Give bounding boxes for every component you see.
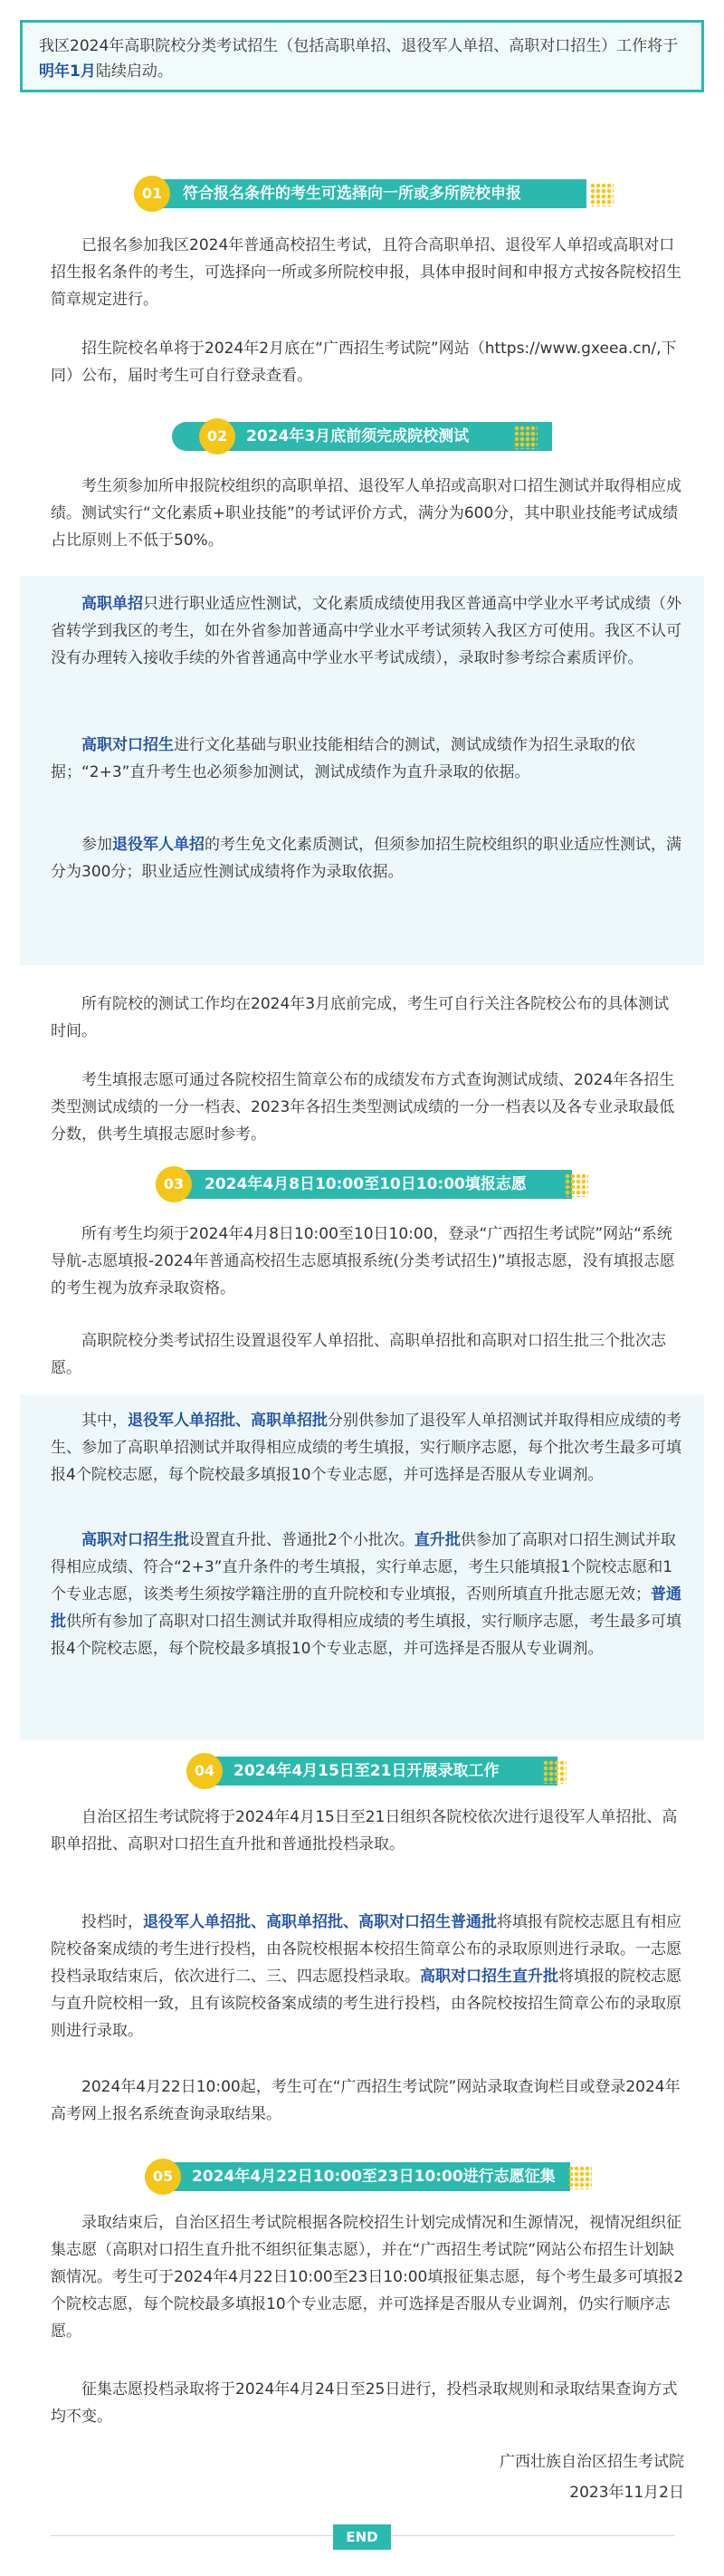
paragraph: 录取结束后，自治区招生考试院根据各院校招生计划完成情况和生源情况，视情况组织征集志愿（高职对口招生直升批不组织征集志愿），并在“广西招生考试院”网站公布招生计划缺额情况。考生可于2024年4月22日10:00至23日10:00填报征集志愿，每个考生最多可填报2个院校志愿，每个院校最多填报10个专业志愿，并可选择是否服从专业调剂，仍实行顺序志愿。 [51,2214,684,2341]
box-text: 进行文化基础与职业技能相结合的测试，测试成绩作为招生录取的依据；“2+3”直升考生也必须参加测试，测试成绩作为直升录取的依据。 [51,736,635,781]
paragraph-text: 将填报有院校志愿且有相应院校备案成绩的考生进行投档，由各院校根据本校招生简章公布的录取原则进行录取。一志愿投档录取结束后，依次进行二、三、四志愿投档录取。 [51,1913,681,1986]
box-text: 的考生免文化素质测试，但须参加招生院校组织的职业适应性测试，满分为300分；职业适应性测试成绩将作为录取依据。 [51,836,681,881]
emphasis-term: 普通批 [51,1585,681,1631]
section-header-04 [0,1751,724,1791]
intro-text: 我区2024年高职院校分类考试招生（包括高职单招、退役军人单招、高职对口招生）工作将于 [39,37,679,55]
emphasis-term: 退役军人单招批、高职单招批、高职对口招生普通批 [143,1913,497,1931]
box-text: 设置直升批、普通批2个小批次。 [189,1531,414,1549]
paragraph: 高职院校分类考试招生设置退役军人单招批、高职单招批和高职对口招生批三个批次志愿。 [51,1332,666,1377]
intro-emphasis: 明年1月 [39,62,96,81]
paragraph: 考生须参加所申报院校组织的高职单招、退役军人单招或高职对口招生测试并取得相应成绩。测试实行“文化素质+职业技能”的考试评价方式，满分为600分，其中职业技能考试成绩占比原则上不低于50%。 [51,477,681,550]
box-text: 供所有参加了高职对口招生测试并取得相应成绩的考生填报，实行顺序志愿，考生最多可填报4个院校志愿，每个院校最多填报10个专业志愿，并可选择是否服从专业调剂。 [51,1613,681,1658]
box-text: 参加 [81,836,112,854]
box-text: 其中， [81,1412,128,1430]
dots-decoration [514,426,538,449]
paragraph: 自治区招生考试院将于2024年4月15日至21日组织各院校依次进行退役军人单招批、高职单招批、高职对口招生直升批和普通批投档录取。 [51,1808,678,1853]
section-title: 2024年4月15日至21日开展录取工作 [233,1762,500,1780]
dots-decoration [565,1173,588,1197]
section-title: 2024年4月8日10:00至10日10:00填报志愿 [205,1175,527,1193]
box-paragraph [51,831,684,886]
paragraph: 2024年4月22日10:00起，考生可在“广西招生考试院”网站录取查询栏目或登录2024年高考网上报名系统查询录取结果。 [51,2078,681,2123]
section-header-05 [0,2157,724,2197]
box-paragraph [51,732,684,786]
signature-org: 广西壮族自治区招生考试院 [500,2453,684,2471]
intro-box [20,20,704,92]
section-title: 符合报名条件的考生可选择向一所或多所院校申报 [183,185,521,203]
emphasis-term: 高职对口招生 [81,736,174,754]
emphasis-term: 退役军人单招 [112,836,205,854]
emphasis-term: 高职对口招生直升批 [420,1968,558,1986]
paragraph: 所有考生均须于2024年4月8日10:00至10日10:00，登录“广西招生考试院”网站“系统导航-志愿填报-2024年普通高校招生志愿填报系统(分类考试招生)”填报志愿，没有填报志愿的考生视为放弃录取资格。 [51,1225,675,1298]
intro-text-end: 陆续启动。 [95,62,173,81]
section-number: 03 [156,1166,192,1202]
box-paragraph [51,1527,684,1662]
paragraph-text: 将填报的院校志愿与直升院校相一致，且有该院校备案成绩的考生进行投档，由各院校按招生简章公布的录取原则进行录取。 [51,1968,681,2040]
section-header-03 [0,1164,724,1204]
box-paragraph [51,1407,684,1489]
end-badge: END [333,2524,391,2550]
signature-date: 2023年11月2日 [569,2484,684,2502]
paragraph [51,1909,684,2045]
dots-decoration [568,2166,592,2189]
box-text: 供参加了高职对口招生测试并取得相应成绩、符合“2+3”直升条件的考生填报，实行单志愿，考生只能填报1个院校志愿和1个专业志愿，该类考生须按学籍注册的直升院校和专业填报，否则所填直升批志愿无效； [51,1531,676,1604]
box-text: 只进行职业适应性测试，文化素质成绩使用我区普通高中学业水平考试成绩（外省转学到我区的考生，如在外省参加普通高中学业水平考试须转入我区方可使用。我区不认可没有办理转入接收手续的外省普通高中学业水平考试成绩），录取时参考综合素质评价。 [51,595,681,667]
box-text: 分别供参加了退役军人单招测试并取得相应成绩的考生、参加了高职单招测试并取得相应成绩的考生填报，实行顺序志愿，每个批次考生最多可填报4个院校志愿，每个院校最多填报10个专业志愿，并可选择是否服从专业调剂。 [51,1412,681,1484]
section-title: 2024年4月22日10:00至23日10:00进行志愿征集 [192,2168,556,2186]
paragraph: 已报名参加我区2024年普通高校招生考试，且符合高职单招、退役军人单招或高职对口招生报名条件的考生，可选择向一所或多所院校申报，具体申报时间和申报方式按各院校招生简章规定进行。 [51,236,681,309]
paragraph: 所有院校的测试工作均在2024年3月底前完成，考生可自行关注各院校公布的具体测试时间。 [51,995,670,1040]
dots-decoration [543,1760,567,1784]
box-paragraph [51,590,684,672]
section-number: 01 [134,176,170,212]
emphasis-term: 高职对口招生批 [81,1531,189,1549]
section-title: 2024年3月底前须完成院校测试 [246,427,470,445]
paragraph-text: 投档时， [81,1913,143,1931]
dots-decoration [590,183,614,206]
section-number: 04 [186,1753,223,1789]
section-header-01 [0,174,724,214]
section-header-02 [0,417,724,456]
section-number: 02 [199,418,235,455]
emphasis-term: 直升批 [414,1531,461,1549]
paragraph: 招生院校名单将于2024年2月底在“广西招生考试院”网站（https://www.gxeea.cn/,下同）公布，届时考生可自行登录查看。 [51,340,677,385]
paragraph: 征集志愿投档录取将于2024年4月24日至25日进行，投档录取规则和录取结果查询方式均不变。 [51,2380,678,2426]
section-number: 05 [145,2159,181,2195]
paragraph: 考生填报志愿可通过各院校招生简章公布的成绩发布方式查询测试成绩、2024年各招生类型测试成绩的一分一档表、2023年各招生类型测试成绩的一分一档表以及各专业录取最低分数，供考生填报志愿时参考。 [51,1071,675,1144]
emphasis-term: 退役军人单招批、高职单招批 [128,1412,328,1430]
emphasis-term: 高职单招 [81,595,143,613]
